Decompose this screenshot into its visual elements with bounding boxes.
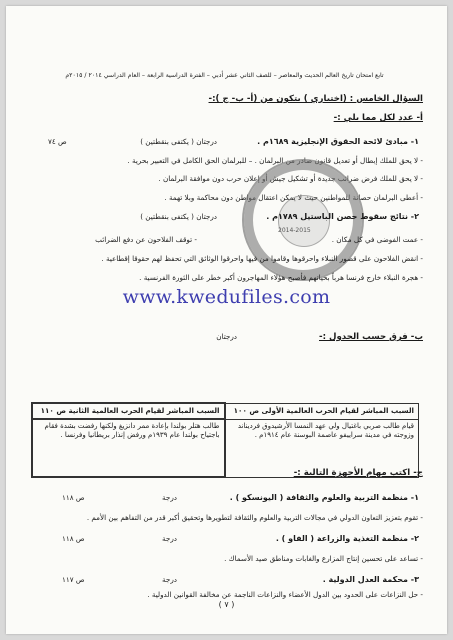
question-title: السؤال الخامس : (اختياري ) يتكون من (أ- ب- ج ):- [208,94,423,104]
comparison-table [31,402,419,478]
org-2-heading: ٢- منظمة التغذية والزراعة ( الفاو ) . [275,534,419,543]
item-1-point-2: - لا يحق للملك فرض ضرائب جديدة أو تشكيل جيش أو إعلان حرب دون موافقة البرلمان . [158,174,423,183]
org-2-page: ص ١١٨ [62,534,85,543]
table-header-ww1: السبب المباشر لقيام الحرب العالمية الأولى ص ١٠٠ [225,403,419,419]
stamp-emblem [278,195,330,247]
exam-page [6,6,447,634]
org-3-marks: درجة [162,575,177,584]
table-cell-ww1: قيام طالب صربي باغتيال ولي عهد النمسا الأرشيدوق فرديناند وزوجته في مدينة سراييفو عاصمة البوسنة عام ١٩١٤م . [225,419,419,477]
org-2-desc: - تساعد على تحسين إنتاج المزارع والغابات ومناطق صيد الأسماك . [224,554,423,563]
official-stamp: 2014-2015 [242,159,364,281]
item-2-heading: ٢- نتائج سقوط حصن الباستيل ١٧٨٩م . [266,212,419,221]
org-2-marks: درجة [162,534,177,543]
item-1-point-3: - أعطى البرلمان حصانة للمواطنين حيث لا يمكن اعتقال مواطن دون محاكمة وبلا تهمة . [164,193,423,202]
site-watermark: www.kwedufiles.com [122,286,331,308]
org-1-marks: درجة [162,493,177,502]
org-1-heading: ١- منظمة التربية والعلوم والثقافة ( اليونسكو ) . [229,493,419,502]
item-2-point-3: - انقض الفلاحون على قصور النبلاء واحرقوها وقاموا من فيها واحرقوا الوثائق التي تحفظ لهم حقوقا إقطاعية . [101,254,423,263]
item-2-point-2: - توقف الفلاحون عن دفع الضرائب [95,235,197,244]
item-1-point-1: - لا يحق للملك إبطال أو تعديل قانون صادر من البرلمان . – للبرلمان الحق الكامل في التعبير بحرية . [127,156,423,165]
page-header: تابع امتحان تاريخ العالم الحديث والمعاصر – للصف الثاني عشر أدبي – الفترة الدراسية الرابعة – العام الدراسي ٢٠١٤ / ٢٠١٥م [65,72,384,79]
org-3-heading: ٣- محكمة العدل الدولية . [322,575,419,584]
org-3-desc: - حل النزاعات على الحدود بين الدول الأعضاء والنزاعات الناجمة عن مخالفة القوانين الدولية . [147,590,423,599]
section-a-title: أ- عدد لكل مما يلي :- [333,113,423,123]
section-c-title: ج- اكتب مهام الأجهزة التالية :- [293,468,423,478]
item-1-heading: ١- مبادئ لائحة الحقوق الإنجليزية ١٦٨٩م . [257,137,419,146]
section-b-marks: درجتان [216,332,237,341]
page-number: ( ٧ ) [218,600,235,609]
item-2-point-1: - عمت الفوضى في كل مكان . [331,235,423,244]
org-3-page: ص ١١٧ [62,575,85,584]
item-2-marks: درجتان ( يكتفى بنقطتين ) [140,212,217,221]
org-1-page: ص ١١٨ [62,493,85,502]
section-b-title: ب- فرق حسب الجدول :- [319,332,423,342]
item-1-page: ص ٧٤ [48,137,67,146]
item-2-point-4: - هجرة النبلاء خارج فرنسا هرباً بحياتهم فأصبح هؤلاء المهاجرون أكبر خطر على الثورة الفرنسية . [139,273,423,282]
org-1-desc: - تقوم بتعزيز التعاون الدولي في مجالات التربية والعلوم والثقافة لتطويرها وتحقيق أكبر قدر من التفاهم بين الأمم . [86,513,423,522]
item-1-marks: درجتان ( يكتفى بنقطتين ) [140,137,217,146]
table-header-ww2: السبب المباشر لقيام الحرب العالمية الثانية ص ١١٠ [32,403,225,419]
table-cell-ww2: طالب هتلر بولندا بإعادة ممر دانزيغ ولكنها رفضت بشدة فقام باجتياح بولندا عام ١٩٣٩م ورفض إنذار بريطانيا وفرنسا . [32,419,225,477]
